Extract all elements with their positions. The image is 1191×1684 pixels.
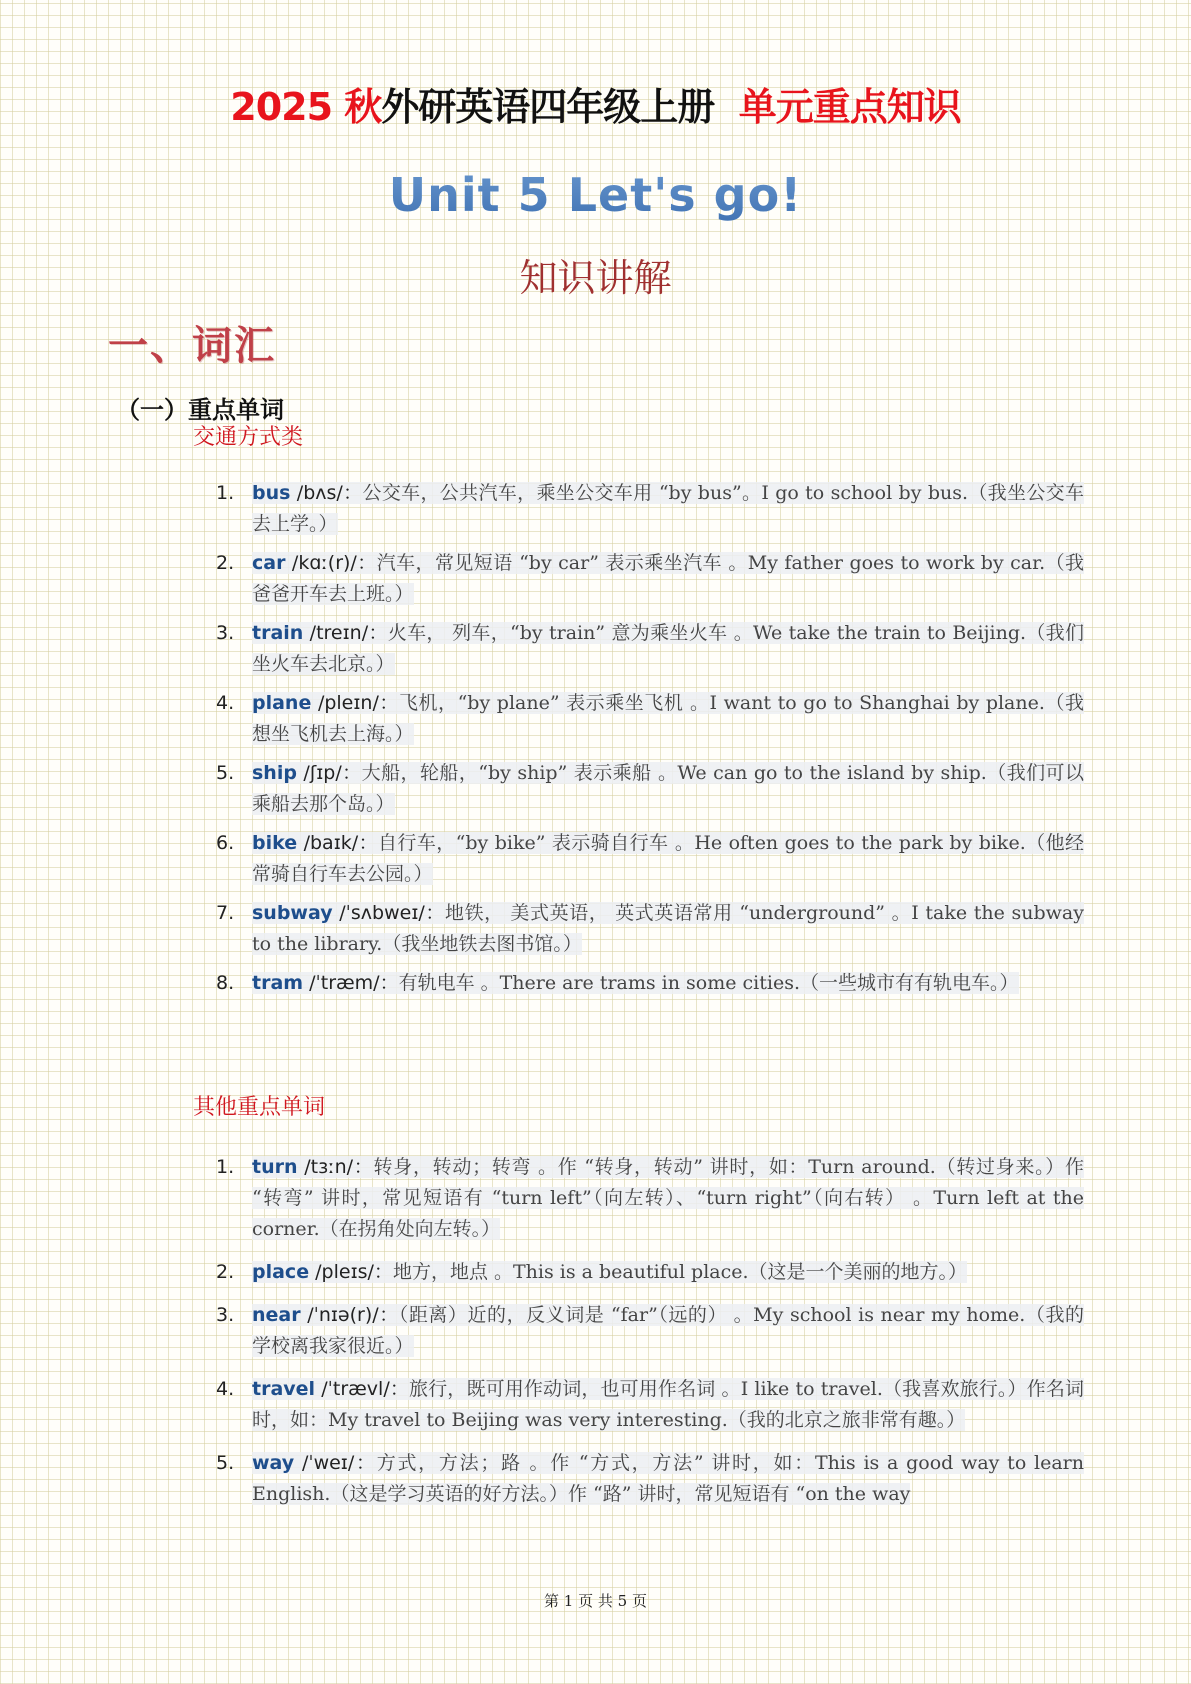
definition: 地铁， 美式英语， 英式英语常用 “underground” 。I take the subway to the library.（我坐地铁去图书馆。） bbox=[252, 902, 1084, 955]
vocab-word: turn bbox=[252, 1156, 298, 1178]
item-number: 7. bbox=[216, 902, 235, 924]
phonetic: /ˈtræm/： bbox=[303, 972, 399, 994]
vocab-word: near bbox=[252, 1304, 301, 1326]
definition: 地方，地点 。This is a beautiful place.（这是一个美丽的地方。） bbox=[392, 1261, 968, 1283]
section-heading: 知识讲解 bbox=[519, 256, 672, 300]
definition: 有轨电车 。There are trams in some cities.（一些城市有有轨电车。） bbox=[398, 972, 1019, 994]
phonetic: /tɜːn/： bbox=[297, 1156, 374, 1178]
title-year: 2025 秋 bbox=[230, 85, 382, 129]
key-words-subtitle: （一）重点单词 bbox=[116, 396, 284, 424]
list-item bbox=[216, 968, 1084, 999]
page-number: 第 1 页 共 5 页 bbox=[544, 1592, 647, 1610]
definition: 旅行，既可用作动词，也可用作名词 。I like to travel.（我喜欢旅行。）作名词时，如：My travel to Beijing was very interesting.（我的北京之旅非常有趣。） bbox=[252, 1378, 1084, 1431]
vocab-word: tram bbox=[252, 972, 304, 994]
vocab-word: car bbox=[252, 552, 286, 574]
item-number: 1. bbox=[216, 1156, 235, 1178]
list-item bbox=[216, 758, 1084, 820]
list-item bbox=[216, 1300, 1084, 1362]
phonetic: /bʌs/： bbox=[290, 482, 363, 504]
phonetic: /treɪn/： bbox=[303, 622, 388, 644]
vocab-word: travel bbox=[252, 1378, 316, 1400]
phonetic: /ˈnɪə(r)/： bbox=[300, 1304, 399, 1326]
definition: 方式，方法；路 。作 “方式，方法” 讲时，如：This is a good way to learn English.（这是学习英语的好方法。）作 “路” 讲时，常见短语有 “on the way bbox=[252, 1452, 1084, 1505]
item-number: 2. bbox=[216, 1261, 235, 1283]
phonetic: /pleɪs/： bbox=[309, 1261, 393, 1283]
definition: （距离）近的，反义词是 “far”（远的） 。My school is near my home.（我的学校离我家很近。） bbox=[252, 1304, 1084, 1357]
definition: 飞机，“by plane” 表示乘坐飞机 。I want to go to Shanghai by plane.（我想坐飞机去上海。） bbox=[252, 692, 1084, 745]
phonetic: /kɑː(r)/： bbox=[285, 552, 377, 574]
vocab-word: train bbox=[252, 622, 304, 644]
item-number: 5. bbox=[216, 762, 235, 784]
vocab-word: plane bbox=[252, 692, 312, 714]
vocab-word: ship bbox=[252, 762, 297, 784]
item-number: 3. bbox=[216, 622, 235, 644]
item-number: 4. bbox=[216, 692, 235, 714]
vocab-word: place bbox=[252, 1261, 310, 1283]
vocab-word: way bbox=[252, 1452, 295, 1474]
title-right: 单元重点知识 bbox=[738, 85, 961, 129]
list-item bbox=[216, 548, 1084, 610]
phonetic: /ˈweɪ/： bbox=[294, 1452, 377, 1474]
definition: 转身，转动；转弯 。作 “转身，转动” 讲时，如：Turn around.（转过身来。）作 “转弯” 讲时，常见短语有 “turn left”（向左转）、“turn right”（向右转） 。Turn left at the corner.（在拐角处向左转。） bbox=[252, 1156, 1085, 1240]
item-number: 6. bbox=[216, 832, 235, 854]
item-number: 1. bbox=[216, 482, 235, 504]
item-number: 2. bbox=[216, 552, 235, 574]
item-number: 3. bbox=[216, 1304, 235, 1326]
vocab-word: bus bbox=[252, 482, 291, 504]
list-item bbox=[216, 478, 1084, 540]
vocab-word: subway bbox=[252, 902, 333, 924]
phonetic: /baɪk/： bbox=[297, 832, 378, 854]
vocab-word: bike bbox=[252, 832, 298, 854]
list-item bbox=[216, 618, 1084, 680]
list-item bbox=[216, 828, 1084, 890]
definition: 汽车，常见短语 “by car” 表示乘坐汽车 。My father goes to work by car.（我爸爸开车去上班。） bbox=[252, 552, 1085, 605]
document-title bbox=[0, 82, 1191, 132]
definition: 公交车，公共汽车，乘坐公交车用 “by bus”。I go to school by bus.（我坐公交车去上学。） bbox=[252, 482, 1085, 535]
phonetic: /ˈsʌbweɪ/： bbox=[332, 902, 445, 924]
category-title-other: 其他重点单词 bbox=[193, 1095, 326, 1120]
list-item bbox=[216, 1448, 1084, 1510]
phonetic: /ˈtrævl/： bbox=[315, 1378, 410, 1400]
definition: 自行车，“by bike” 表示骑自行车 。He often goes to the park by bike.（他经常骑自行车去公园。） bbox=[252, 832, 1084, 885]
definition: 火车， 列车，“by train” 意为乘坐火车 。We take the train to Beijing.（我们坐火车去北京。） bbox=[252, 622, 1084, 675]
vocabulary-section-title: 一、词汇 bbox=[108, 323, 276, 369]
phonetic: /ʃɪp/： bbox=[296, 762, 362, 784]
phonetic: /pleɪn/： bbox=[311, 692, 399, 714]
definition: 大船，轮船，“by ship” 表示乘船 。We can go to the island by ship.（我们可以乘船去那个岛。） bbox=[252, 762, 1084, 815]
list-item bbox=[216, 898, 1084, 960]
list-item bbox=[216, 1257, 1084, 1288]
list-item bbox=[216, 1374, 1084, 1436]
unit-title: Unit 5 Let's go! bbox=[0, 160, 1191, 230]
category-title-transport: 交通方式类 bbox=[193, 425, 304, 450]
item-number: 8. bbox=[216, 972, 235, 994]
other-word-list bbox=[216, 1152, 1084, 1510]
transport-word-list bbox=[216, 478, 1084, 999]
item-number: 5. bbox=[216, 1452, 235, 1474]
item-number: 4. bbox=[216, 1378, 235, 1400]
list-item bbox=[216, 688, 1084, 750]
title-middle: 外研英语四年级上册 bbox=[381, 85, 715, 129]
list-item bbox=[216, 1152, 1084, 1245]
